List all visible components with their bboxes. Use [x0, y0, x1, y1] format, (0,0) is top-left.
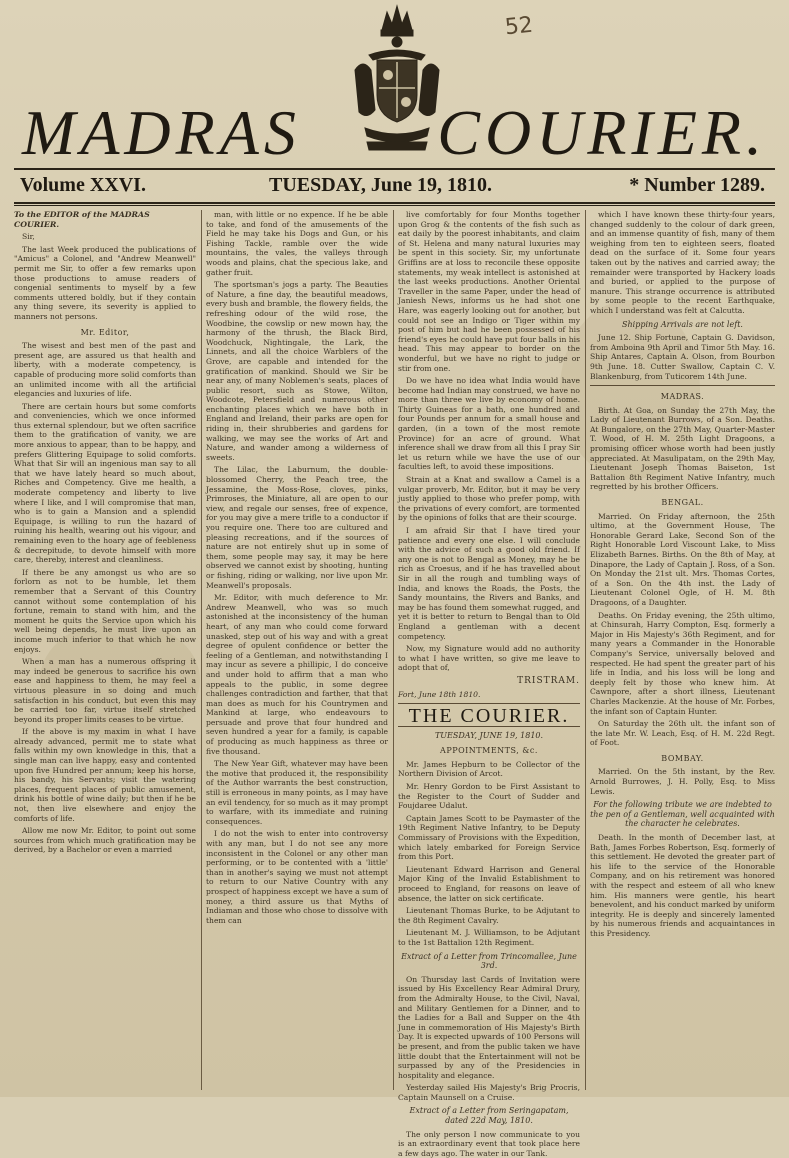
paragraph: Married. On the 5th instant, by the Rev. Arnold Burrowes, J. H. Polly, Esq. to Miss Lewis.	[590, 767, 775, 796]
paragraph: Birth. At Goa, on Sunday the 27th May, the Lady of Lieutenant Burrows, of a Son. Deaths. At Bungalore, on the 27th May, Quarter-Master T. Wood, of H. M. 25th Light Dragoons, a promising officer whose worth had been justly appreciated. At Masulipatam, on the 29th May, Lieutenant Joseph Thomas Baiseton, 1st Battalion 8th Regiment Native Infantry, much regretted by his brother Officers.	[590, 405, 775, 492]
volume-number: Volume XXVI.	[20, 174, 146, 196]
paragraph: For the following tribute we are indebted to the pen of a Gentleman, well acquainted with the character he celebrates.	[590, 800, 775, 829]
masthead-left: MADRAS	[22, 97, 301, 168]
paragraph: which I have known these thirty-four years, changed suddenly to the colour of dark green, and an immense quantity of fish, many of them weighing from ten to eighteen seers, floated dead on the surface of it. Some four years taken out by the natives and carried away; the remainder were transported by Hackery loads and buried, or applied to the purpose of manure. This strange occurrence is attributed by some people to the recent Earthquake, which I understand was felt at Calcutta.	[590, 210, 775, 315]
extract-heading: Extract of a Letter from Seringapatam, dated 22d May, 1810.	[409, 1106, 569, 1126]
issue-number: * Number 1289.	[629, 174, 765, 196]
issue-date: TUESDAY, June 19, 1810.	[269, 174, 493, 196]
paragraph: Now, my Signature would add no authority to what I have written, so give me leave to adopt that of,	[398, 644, 580, 673]
paragraph: man, with little or no expence. If he be able to take, and fond of the amusements of the Field he may take his Dogs and Gun, or his Fishing Tackle, ramble over the wide mountains, the vales, the valleys through woods and plains, chat the specious lake, and gather fruit.	[206, 210, 388, 277]
extract-heading: Extract of a Letter from Trincomallee, June 3rd.	[401, 951, 577, 971]
divider	[590, 385, 775, 386]
dateline	[14, 172, 775, 200]
paragraph: Married. On Friday afternoon, the 25th ultimo, at the Government House, The Honorable Gerard Lake, Second Son of the Right Honorable Lord Viscount Lake, to Miss Elizabeth Barnes. Births. On the 8th of May, at Dinapore, the Lady of Captain J. Ross, of a Son. On Monday the 21st ult. Mrs. Thomas Cortes, of a Son. On the 4th inst. the Lady of Lieutenant Colonel Ogle, of H. M. 8th Dragoons, of a Daughter.	[590, 511, 775, 607]
paragraph: I am afraid Sir that I have tired your patience and every one else. I will conclude with the advice of such a good old friend. If any one is not to Bengal as Money, may he be rich as Croesus, and if he has travelled about Sir in all the rough and tumbling ways of India, and knows the Roads, the Posts, the Sandy mountains, the Rivers and Banks, and may be has found them somewhat rugged, and yet it is better to return to Bengal than to Old England a gentleman with a decent competency.	[398, 526, 580, 641]
column-1	[14, 210, 196, 1090]
paragraph: The wisest and best men of the past and present age, are assured us that health and liberty, with a moderate competency, is capable of producing more solid comforts than an unlimited income with all the artificial elegancies and luxuries of life.	[14, 341, 196, 399]
paragraph: Allow me now Mr. Editor, to point out some sources from which much gratification may be derived, by a Bachelor or even a married	[14, 826, 196, 855]
paragraph: The only person I now communicate to you is an extraordinary event that took place here a few days ago. The water in our Tank.	[398, 1129, 580, 1158]
column-divider	[393, 210, 394, 1090]
column-4	[590, 210, 775, 1090]
section-heading: BOMBAY.	[661, 753, 704, 763]
paragraph: On Saturday the 26th ult. the infant son of the late Mr. W. Leach, Esq. of H. M. 22d Regt. of Foot.	[590, 719, 775, 748]
paragraph: The New Year Gift, whatever may have been the motive that produced it, the responsibility of the Author warrants the best construction, still is erroneous in many points, as I may have an evil tendency, for so much as it may prompt to warfare, with its immediate and ruining consequences.	[206, 759, 388, 826]
paragraph: If the above is my maxim in what I have already advanced, permit me to state what falls within my own knowledge in this, that a single man can live happy, easy and contented upon five Hundred per annum; keep his horse, his bandy, his Servants; visit the watering places, frequent places of public amusement, drink his bottle of wine daily; but then if he be not, then live elsewhere and enjoy the comforts of life.	[14, 727, 196, 823]
paragraph: Do we have no idea what India would have become had Indian may construed, we have no more than three we live by economy of home. Thirty Guineas for a bath, one hundred and four Pounds per annum for a small house and garden, (in a town of the most remote Province) for an acre of ground. What inference shall we draw from all this I pray Sir let us return while we have the use of our faculties left, to avoid these impositions.	[398, 376, 580, 472]
column-divider	[201, 210, 202, 1090]
handwritten-note: 52	[503, 12, 535, 41]
section-heading: APPOINTMENTS, &c.	[440, 746, 538, 756]
masthead	[0, 96, 789, 166]
article-columns	[14, 210, 775, 1158]
paragraph: live comfortably for four Months together upon Grog & the contents of the fish such as eat daily by the poorest inhabitants, and claim of St. Helena and many natural luxuries may be spent in this society. Sir, my unfortunate Griffins are at loss to reconcile these opposite statements, my weak intellect is astonished at the last weeks productions. Another Oriental Traveller in the same Paper, under the head of Janiesh News, informs us he had shot one Hare, was eagerly looking out for another, but could not see an Indigo or Tiger within my post of him but had he been possessed of his friend's eyes he could have put four balls in his head. This may appear to border on the wonderful, but we have no right to judge or stir from one.	[398, 210, 580, 373]
paragraph: There are certain hours but some comforts and conveniencies, which we once informed thus external splendour, but we often sacrifice them to the gratification of vanity, we are more anxious to appear, than to be happy, and prefers Glittering Equipage to solid comforts. What that Sir will an ingenious man say to all that we have lately heard so much about, Riches and Competency. Give me health, a moderate competency and liberty to live where I like, and I will compromise that man, who is to gain a Mansion and a splendid Equipage, is willing to run the hazard of ruining his health, wearing out his vigour, and remaining even to the hoary age of feebleness & decrepitude, to devote himself with more care, thereby, interest and cleanliness.	[14, 401, 196, 565]
paragraph: Yesterday sailed His Majesty's Brig Procris, Captain Maunsell on a Cruise.	[398, 1083, 580, 1102]
letter-signature: TRISTRAM.	[517, 675, 580, 686]
paragraph: The last Week produced the publications of "Amicus" a Colonel, and "Andrew Meanwell" permit me Sir, to offer a few remarks upon those productions to amuse readers of congenial sentiments to myself by a few comments uttered boldly, but if they contain any thing severe, its severity is applied to manners not persons.	[14, 244, 196, 321]
paragraph: Mr. Editor, with much deference to Mr. Andrew Meanwell, who was so much astonished at the inconsistency of the human heart, of any man who could come forward unasked, step out of his way and with a great degree of opulent confidence or better the feeling of a Gentleman, and notwithstanding I may incur as severe a phillipic, I do conceive and under hold to affirm that a man who appeals to the public, in some degree challenges contradiction and farther, that that man does as much for his Countrymen and Mankind at large, who endeavours to persuade and prove that four hundred and seven hundred a year for a family, is capable of producing as much happiness as three or five thousand.	[206, 593, 388, 756]
paragraph: The sportsman's jogs a party. The Beauties of Nature, a fine day, the beautiful meadows, every bush and bramble, the flowery fields, the refreshing odour of the wild rose, the Woodbine, the cowslip or new mown hay, the harmony of the thrush, the Black Bird, Woodchuck, Nightingale, the Lark, the Linnets, and all the choice Warblers of the Grove, are capable and intended for the gratification of mankind. Should we Sir be near any, of many Noblemen's seats, places of public resort, such as Stowe, Wilton, Woodcote, Petersfield and numerous other enchanting places which we have both in England and Ireland, their parks are open for riding in, their shrubberies and gardens for walking, we may see the works of Art and Nature, and wander among a wilderness of sweets.	[206, 280, 388, 462]
section-title: THE COURIER.	[408, 705, 570, 728]
divider	[14, 205, 775, 206]
section-heading: Shipping Arrivals are not left.	[622, 319, 743, 329]
paragraph: Mr. Henry Gordon to be First Assistant to the Register to the Court of Sudder and Foujdaree Udalut.	[398, 782, 580, 811]
paragraph: When a man has a numerous offspring it may indeed be generous to sacrifice his own ease and happiness to them, he may feel a virtuous pleasure in so doing and much satisfaction in his conduct, but even this may be carried too far, virtue itself stretched beyond its proper limits ceases to be virtue.	[14, 657, 196, 724]
paragraph: Death. In the month of December last, at Bath, James Forbes Robertson, Esq. formerly of this settlement. He devoted the greater part of his life to the service of the Honorable Company, and on his retirement was honored with the respect and esteem of all who knew him. His manners were gentle, his heart benevolent, and his conduct marked by uniform integrity. He is deeply and sincerely lamented by his numerous friends and acquaintances in this Presidency.	[590, 833, 775, 938]
paragraph: Lieutenant M. J. Williamson, to be Adjutant to the 1st Battalion 12th Regiment.	[398, 928, 580, 947]
section-date: TUESDAY, JUNE 19, 1810.	[434, 730, 544, 740]
letter-place-date: Fort, June 18th 1810.	[398, 689, 481, 699]
paragraph: If there be any amongst us who are so forlorn as not to be humble, let them remember that a Servant of this Country cannot without some contemplation of his fortune, remain to stand with him, and the moment he quits the Service upon which his well being depends, he must live upon an income much inferior to that which he now enjoys.	[14, 567, 196, 654]
paragraph: Lieutenant Edward Harrison and General Major King of the Invalid Establishment to proceed to England, for reasons on leave of absence, the latter on sick certificate.	[398, 864, 580, 903]
section-heading: MADRAS.	[660, 392, 705, 402]
paragraph: Mr. James Hepburn to be Collector of the Northern Division of Arcot.	[398, 759, 580, 779]
paragraph: Deaths. On Friday evening, the 25th ultimo, at Chinsurah, Harry Compton, Esq. formerly a Major in His Majesty's 36th Regiment, and for many years a Commander in the Honorable Company's Service, universally beloved and respected. He had spent the greater part of his life in India, and his loss will be long and deeply felt by those who knew him. At Cawnpore, after a short illness, Lieutenant Charles Mackenzie. At the house of Mr. Forbes, the infant son of Captain Hunter.	[590, 610, 775, 716]
letter-heading: To the EDITOR of the MADRAS COURIER.	[14, 210, 150, 229]
paragraph: On Thursday last Cards of Invitation were issued by His Excellency Rear Admiral Drury, from the Admiralty House, to the Civil, Naval, and Military Gentlemen for a Dinner, and to the Ladies for a Ball and Supper on the 4th June in commemoration of His Majesty's Birth Day. It is expected upwards of 100 Persons will be present, and from the public taken we have little doubt that the Entertainment will not be surpassed by any of the Presidencies in hospitality and elegance.	[398, 974, 580, 1080]
divider	[14, 202, 775, 204]
paragraph: June 12. Ship Fortune, Captain G. Davidson, from Amboina 9th April and Timor 5th May. 16. Ship Antares, Captain A. Olson, from Bourbon 9th June. 18. Cutter Swallow, Captain C. V. Blankenburg, from Tuticorem 14th June.	[590, 333, 775, 381]
paragraph: The Lilac, the Laburnum, the double-blossomed Cherry, the Peach tree, the Jessamine, the Moss-Rose, cloves, pinks, Primroses, the Miniature, all are open to our view, and regale our senses, free of expence, for you may give a mere trifle to a conductor if you require one. There too are cultured and pleasing recreations, and if the sources of nature are not entirely shut up in some of them, some people may say, it may be here observed we cannot exist by shooting, hunting or fishing, riding or walking, nor live upon Mr. Meanwell's proposals.	[206, 465, 388, 590]
salutation: Sir,	[22, 232, 35, 242]
column-2	[206, 210, 388, 1090]
paragraph: Lieutenant Thomas Burke, to be Adjutant to the 8th Regiment Cavalry.	[398, 906, 580, 925]
divider	[14, 168, 775, 170]
divider	[398, 703, 580, 704]
column-divider	[585, 210, 586, 1090]
paragraph: Captain James Scott to be Paymaster of the 19th Regiment Native Infantry, to be Deputy Commissary of Provisions with the Expedition, which lately embarked for Foreign Service from this Port.	[398, 813, 580, 862]
section-heading: BENGAL.	[661, 498, 704, 508]
paragraph: Strain at a Knat and swallow a Camel is a vulgar proverb, Mr. Editor, but it may be very justly applied to those who prefer pomp, with the privations of every comfort, are tormented by the opinions of folks that are their scourge.	[398, 475, 580, 523]
paragraph: I do not the wish to enter into controversy with any man, but I do not see any more inconsistent in the Colonel or any other man performing, or to be contented with a 'little' than in another's saying we must not attempt to return to our Native Country with any prospect of happiness except we have a sum of money, a third assure us that Myths of Indiaman and those who chose to dissolve with them can	[206, 829, 388, 925]
salutation: Mr. Editor,	[80, 327, 130, 337]
masthead-right: COURIER.	[437, 97, 767, 168]
column-3	[398, 210, 580, 1158]
